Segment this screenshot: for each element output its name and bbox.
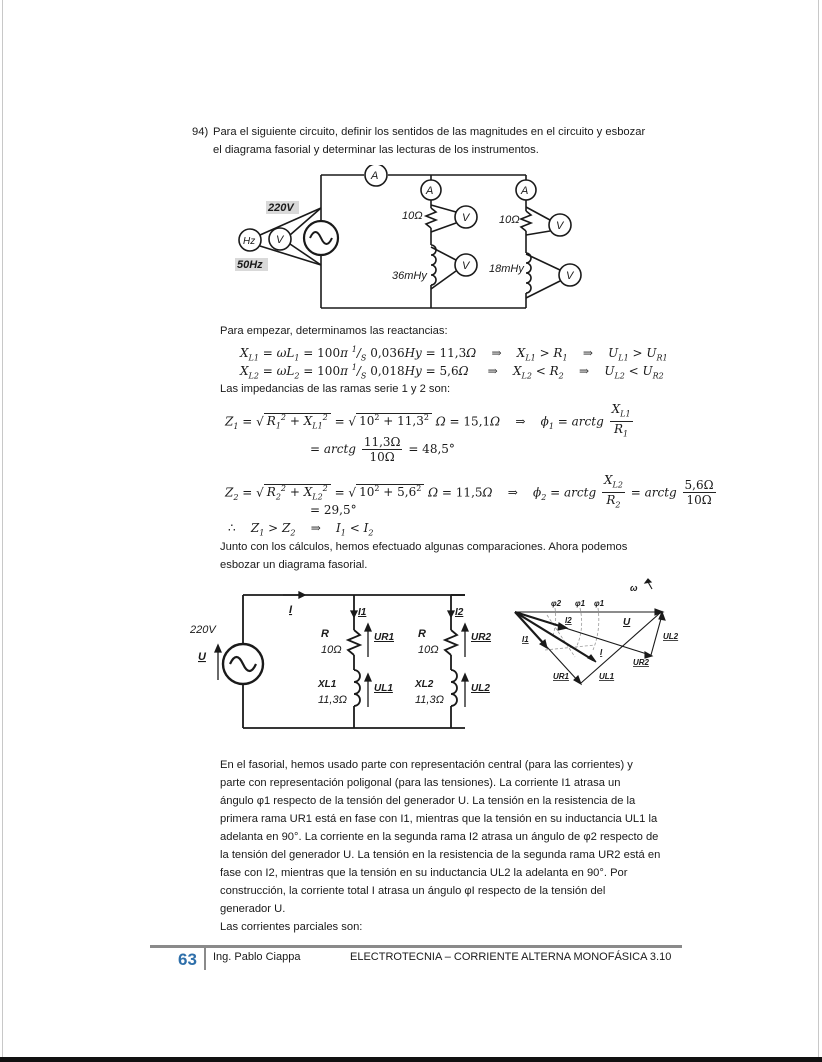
svg-text:I: I [600, 648, 603, 657]
svg-text:11,3Ω: 11,3Ω [318, 694, 347, 706]
svg-text:I2: I2 [565, 616, 572, 625]
page-right-border [818, 0, 819, 1058]
svg-text:I2: I2 [455, 607, 464, 618]
circuit-diagram-1 [230, 165, 600, 315]
svg-text:XL2: XL2 [415, 679, 434, 690]
impedances-intro: Las impedancias de las ramas serie 1 y 2 son: [220, 383, 451, 395]
svg-text:10Ω: 10Ω [402, 210, 423, 222]
svg-text:220V: 220V [190, 624, 216, 636]
explanation-line-6: la tensión del generador U. La tensión en la resistencia de la segunda rama UR2 está en [220, 849, 661, 861]
equation-z2: $Z_2$ = √ $R_2^2 + X_{L2}^2$ = √ $10^2 + 5,6^2$ Ω = 11,5Ω ⇒ $\phi_2$ = arctg $\frac{X_{L2}}{R_2}$ = arctg $\frac{5,6\Omega}{10\Omega}$ [225, 473, 714, 510]
explanation-line-3: ángulo φ1 respecto de la tensión del generador U. La tensión en la resistencia de la [220, 795, 636, 807]
explanation-line-1: En el fasorial, hemos usado parte con representación central (para las corrientes) y [220, 759, 633, 771]
equation-xl1: $X_{L1} = \omega L_1 = 100\pi$ $^1/_S$ 0,036Hy = 11,3Ω ⇒ $X_{L1} > R_1$ ⇒ $U_{L1} > U_{R1}$ [240, 345, 668, 363]
explanation-line-10: Las corrientes parciales son: [220, 921, 363, 933]
svg-text:V: V [566, 270, 574, 282]
explanation-line-2: parte con representación poligonal (para las tensiones). La corriente I1 atrasa un [220, 777, 621, 789]
svg-text:10Ω: 10Ω [499, 214, 520, 226]
page-left-border [2, 0, 3, 1058]
svg-text:A: A [371, 170, 379, 182]
footer-rule [150, 945, 682, 948]
svg-text:36mHy: 36mHy [392, 270, 427, 282]
equation-phi2: = 29,5° [310, 503, 357, 517]
svg-text:A: A [426, 185, 434, 197]
equation-conclusion: ∴ $Z_1 > Z_2$ ⇒ $I_1 < I_2$ [228, 521, 374, 538]
svg-text:V: V [462, 260, 470, 272]
svg-text:220V: 220V [268, 202, 294, 214]
svg-text:V: V [462, 212, 470, 224]
svg-text:50Hz: 50Hz [237, 259, 263, 271]
svg-text:V: V [556, 220, 564, 232]
svg-text:I: I [289, 604, 293, 616]
svg-text:UR2: UR2 [633, 658, 650, 667]
svg-text:UL1: UL1 [374, 683, 393, 694]
svg-text:A: A [521, 185, 529, 197]
svg-text:10Ω: 10Ω [418, 644, 439, 656]
explanation-line-9: generador U. [220, 903, 286, 915]
explanation-line-8: construcción, la corriente total I atrasa un ángulo φI respecto de la tensión del [220, 885, 606, 897]
comparison-line-1: Junto con los cálculos, hemos efectuado algunas comparaciones. Ahora podemos [220, 541, 628, 553]
svg-text:XL1: XL1 [318, 679, 337, 690]
svg-text:Hz: Hz [243, 236, 256, 247]
equation-phi1: = arctg $\frac{11,3\Omega}{10\Omega}$ = 48,5° [310, 435, 455, 464]
page-number: 63 [178, 950, 197, 969]
equation-z1: $Z_1$ = √ $R_1^2 + X_{L1}^2$ = √ $10^2 + 11,3^2$ Ω = 15,1Ω ⇒ $\phi_1$ = arctg $\frac{X_{L1}}{R_1}$ [225, 402, 631, 439]
phasor-diagram [505, 575, 685, 690]
svg-text:18mHy: 18mHy [489, 263, 524, 275]
svg-text:UL2: UL2 [663, 632, 679, 641]
explanation-line-4: primera rama UR1 está en fase con I1, mientras que la tensión en su inductancia UL1 la [220, 813, 658, 825]
footer-author: Ing. Pablo Ciappa [213, 951, 301, 963]
svg-text:U: U [198, 651, 206, 663]
equation-xl2: $X_{L2} = \omega L_2 = 100\pi$ $^1/_S$ 0,018Hy = 5,6Ω ⇒ $X_{L2} < R_2$ ⇒ $U_{L2} < U_{R2}$ [240, 363, 664, 381]
svg-text:UR1: UR1 [553, 672, 570, 681]
svg-text:ω: ω [630, 583, 638, 593]
svg-text:UL1: UL1 [599, 672, 615, 681]
svg-text:UL2: UL2 [471, 683, 490, 694]
footer-title: ELECTROTECNIA – CORRIENTE ALTERNA MONOFÁSICA 3.10 [350, 951, 672, 963]
svg-text:I1: I1 [358, 607, 367, 618]
explanation-line-7: fase con I2, mientras que la tensión en su inductancia UL2 la adelanta en 90°. Por [220, 867, 628, 879]
svg-text:UR2: UR2 [471, 632, 492, 643]
svg-text:φ2: φ2 [551, 599, 562, 608]
svg-text:U: U [623, 617, 631, 628]
problem-number: 94) [192, 126, 209, 138]
intro-text: Para empezar, determinamos las reactancias: [220, 325, 448, 337]
footer-divider [204, 946, 206, 970]
svg-text:φ1: φ1 [575, 599, 586, 608]
svg-text:UR1: UR1 [374, 632, 395, 643]
svg-text:R: R [321, 628, 329, 640]
bottom-edge-bar [0, 1057, 822, 1062]
svg-text:10Ω: 10Ω [321, 644, 342, 656]
circuit-diagram-2 [185, 585, 505, 735]
svg-text:R: R [418, 628, 426, 640]
svg-text:φ1: φ1 [594, 599, 605, 608]
explanation-line-5: adelanta en 90°. La corriente en la segunda rama I2 atrasa un ángulo de φ2 respecto de [220, 831, 659, 843]
svg-text:V: V [276, 234, 284, 246]
svg-text:I1: I1 [522, 635, 529, 644]
problem-line-1: Para el siguiente circuito, definir los sentidos de las magnitudes en el circuito y esbozar [213, 126, 646, 138]
svg-text:11,3Ω: 11,3Ω [415, 694, 444, 706]
comparison-line-2: esbozar un diagrama fasorial. [220, 559, 368, 571]
problem-line-2: el diagrama fasorial y determinar las lecturas de los instrumentos. [213, 144, 539, 156]
